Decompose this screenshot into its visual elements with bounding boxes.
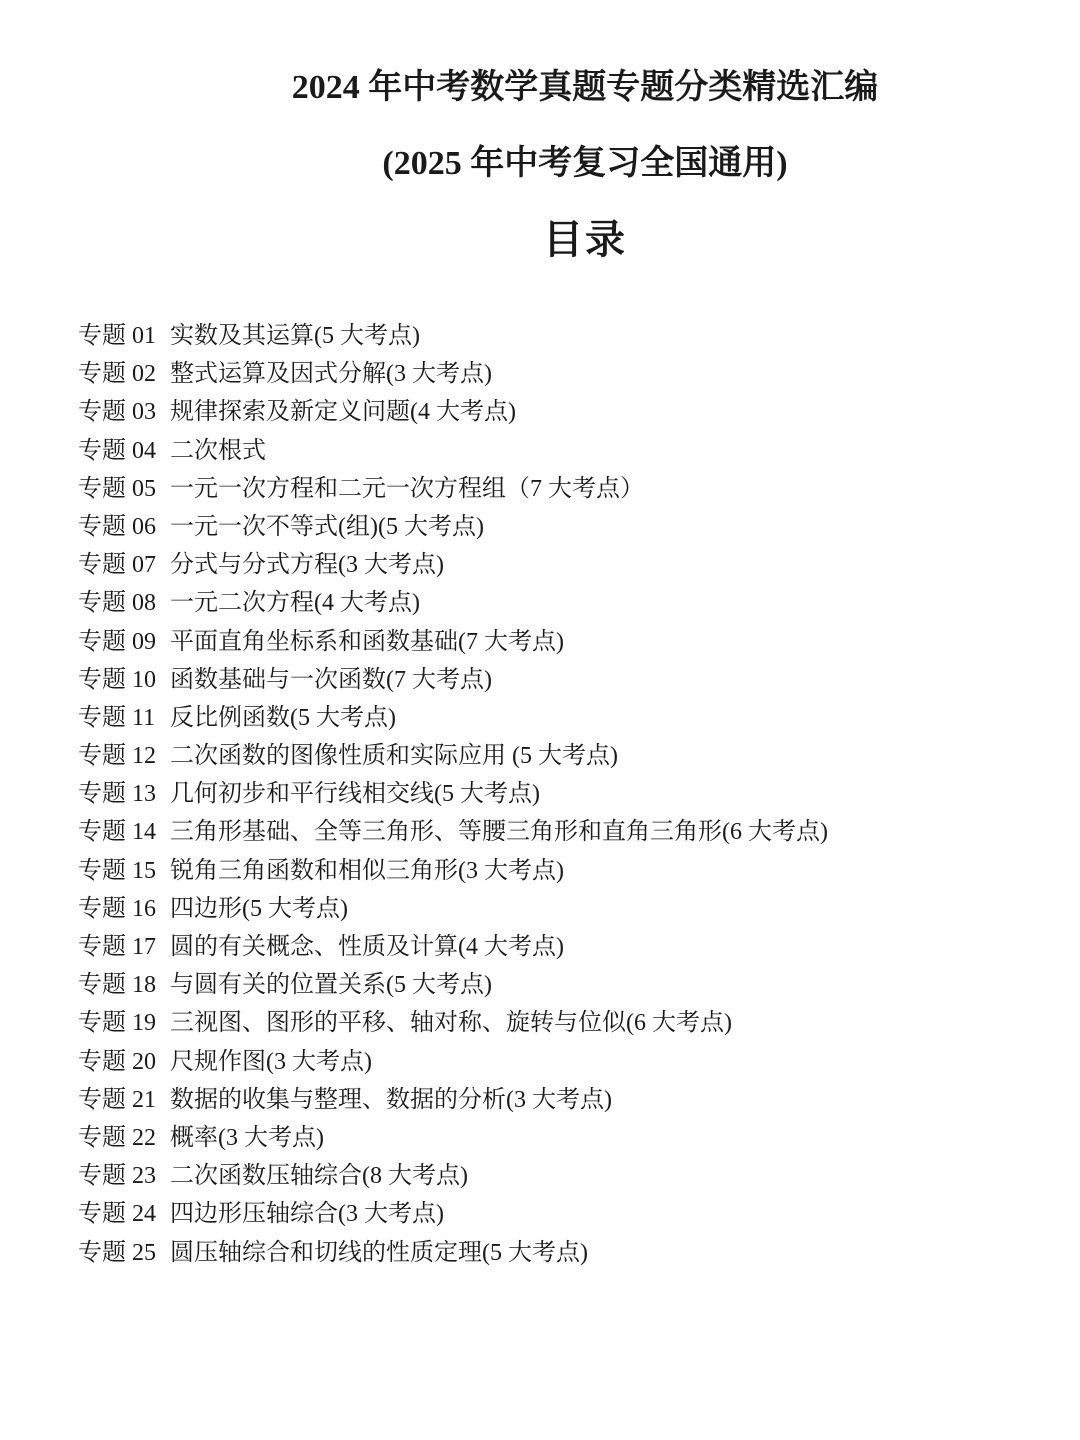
toc-item-label: 专题 06 <box>78 513 156 540</box>
toc-item-23 <box>78 1157 828 1195</box>
toc-item-title: 三角形基础、全等三角形、等腰三角形和直角三角形(6 大考点) <box>170 819 828 846</box>
toc-item-label: 专题 14 <box>78 819 156 846</box>
toc-item-title: 数据的收集与整理、数据的分析(3 大考点) <box>170 1086 612 1113</box>
toc-item-title: 反比例函数(5 大考点) <box>170 704 396 731</box>
toc-item-title: 概率(3 大考点) <box>170 1124 324 1151</box>
toc-item-title: 二次根式 <box>170 437 266 464</box>
toc-item-title: 规律探索及新定义问题(4 大考点) <box>170 399 516 426</box>
toc-item-title: 整式运算及因式分解(3 大考点) <box>170 361 492 388</box>
toc-item-label: 专题 01 <box>78 323 156 349</box>
toc-item-05 <box>78 470 828 508</box>
toc-item-title: 分式与分式方程(3 大考点) <box>170 552 444 579</box>
toc-item-label: 专题 24 <box>78 1201 156 1228</box>
toc-item-12 <box>78 737 828 775</box>
toc-item-title: 圆压轴综合和切线的性质定理(5 大考点) <box>170 1239 588 1266</box>
toc-item-label: 专题 13 <box>78 781 156 808</box>
toc-item-title: 函数基础与一次函数(7 大考点) <box>170 666 492 693</box>
toc-item-08 <box>78 584 828 622</box>
document-title: 2024 年中考数学真题专题分类精选汇编 <box>291 69 879 106</box>
toc-item-07 <box>78 546 828 584</box>
toc-item-02 <box>78 355 828 393</box>
toc-item-title: 二次函数的图像性质和实际应用 (5 大考点) <box>170 743 618 770</box>
toc-item-label: 专题 08 <box>78 590 156 617</box>
toc-item-16 <box>78 890 828 928</box>
toc-item-label: 专题 11 <box>78 704 156 731</box>
toc-item-10 <box>78 661 828 699</box>
toc-item-label: 专题 09 <box>78 628 156 655</box>
toc-item-title: 与圆有关的位置关系(5 大考点) <box>170 972 492 999</box>
toc-item-title: 圆的有关概念、性质及计算(4 大考点) <box>170 934 564 960</box>
toc-item-label: 专题 02 <box>78 361 156 388</box>
toc-item-21 <box>78 1081 828 1119</box>
toc-item-11 <box>78 699 828 737</box>
toc-item-19 <box>78 1004 828 1042</box>
toc-item-06 <box>78 508 828 546</box>
toc-item-label: 专题 17 <box>78 934 156 960</box>
toc-item-label: 专题 16 <box>78 895 156 922</box>
document-subtitle: (2025 年中考复习全国通用) <box>382 145 788 182</box>
toc-item-label: 专题 25 <box>78 1239 156 1266</box>
toc-item-label: 专题 22 <box>78 1124 156 1151</box>
toc-item-label: 专题 23 <box>78 1163 156 1190</box>
toc-item-09 <box>78 623 828 661</box>
toc-item-title: 实数及其运算(5 大考点) <box>170 323 420 349</box>
toc-item-label: 专题 05 <box>78 475 156 502</box>
toc-item-label: 专题 04 <box>78 437 156 464</box>
toc-item-title: 几何初步和平行线相交线(5 大考点) <box>170 781 540 808</box>
toc-item-24 <box>78 1195 828 1233</box>
toc-item-title: 三视图、图形的平移、轴对称、旋转与位似(6 大考点) <box>170 1010 732 1037</box>
toc-item-label: 专题 18 <box>78 972 156 999</box>
toc-item-label: 专题 03 <box>78 399 156 426</box>
toc-item-01 <box>78 317 828 355</box>
toc-item-title: 二次函数压轴综合(8 大考点) <box>170 1163 468 1190</box>
toc-item-title: 一元二次方程(4 大考点) <box>170 590 420 617</box>
toc-item-label: 专题 12 <box>78 743 156 770</box>
toc-item-title: 一元一次不等式(组)(5 大考点) <box>170 513 484 540</box>
toc-item-label: 专题 07 <box>78 552 156 579</box>
toc-item-15 <box>78 852 828 890</box>
toc-item-title: 锐角三角函数和相似三角形(3 大考点) <box>170 857 564 884</box>
toc-item-title: 四边形压轴综合(3 大考点) <box>170 1201 444 1228</box>
toc-item-13 <box>78 775 828 813</box>
toc-item-20 <box>78 1043 828 1081</box>
toc-item-25 <box>78 1234 828 1272</box>
toc-item-17 <box>78 928 828 966</box>
table-of-contents <box>78 317 828 1272</box>
toc-item-22 <box>78 1119 828 1157</box>
toc-item-label: 专题 19 <box>78 1010 156 1037</box>
toc-item-title: 一元一次方程和二元一次方程组（7 大考点） <box>170 475 644 502</box>
toc-item-title: 四边形(5 大考点) <box>170 895 348 922</box>
toc-item-label: 专题 15 <box>78 857 156 884</box>
toc-item-label: 专题 20 <box>78 1048 156 1075</box>
toc-item-label: 专题 10 <box>78 666 156 693</box>
toc-item-title: 尺规作图(3 大考点) <box>170 1048 372 1075</box>
toc-item-03 <box>78 393 828 431</box>
toc-item-label: 专题 21 <box>78 1086 156 1113</box>
toc-item-title: 平面直角坐标系和函数基础(7 大考点) <box>170 628 564 655</box>
toc-item-04 <box>78 432 828 470</box>
toc-heading: 目录 <box>543 217 627 262</box>
toc-item-18 <box>78 966 828 1004</box>
toc-item-14 <box>78 813 828 851</box>
